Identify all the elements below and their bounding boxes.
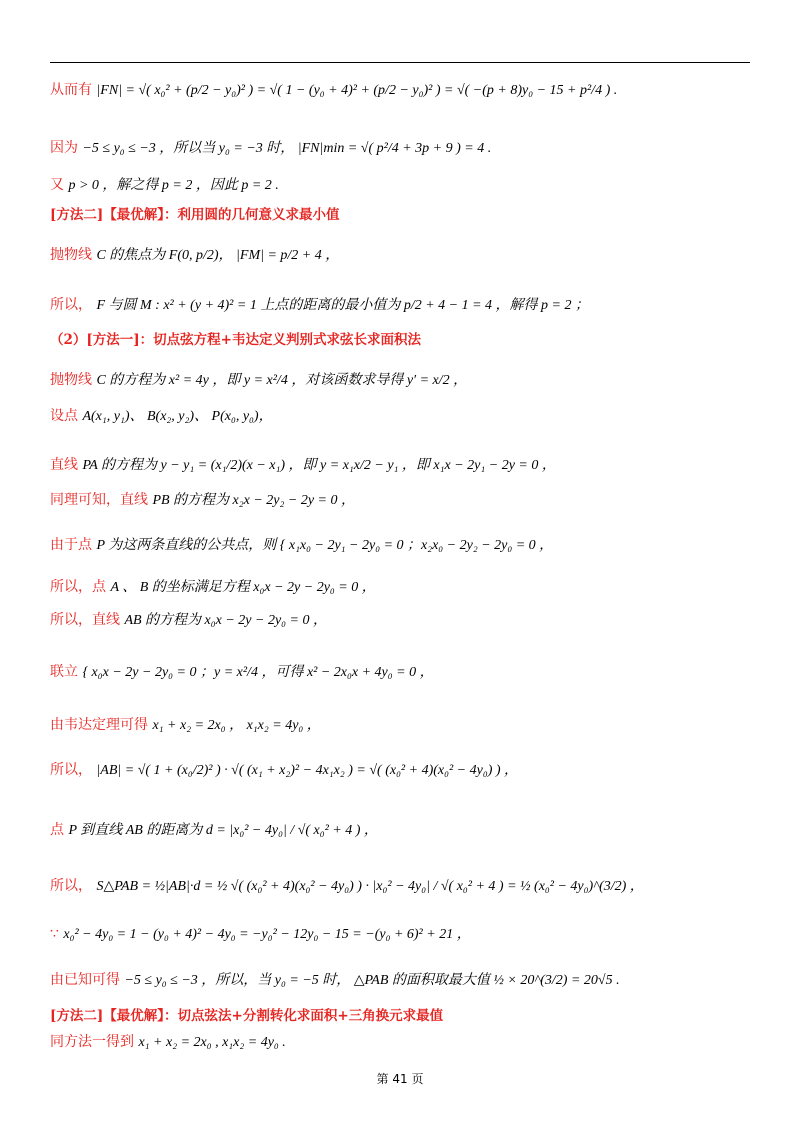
page-number: 第 41 页 xyxy=(376,1072,424,1086)
text-line-23 xyxy=(50,1032,750,1053)
formula: S△PAB = ½|AB|·d = ½ √( (x₀² + 4)(x₀² − 4y₀) ) · |x₀² − 4y₀| / √( x₀² + 4 ) = ½ (x₀² − 4y₀)^(3/2) ， xyxy=(96,879,644,894)
formula: x₀² − 4y₀ = 1 − (y₀ + 4)² − 4y₀ = −y₀² − 12y₀ − 15 = −(y₀ + 6)² + 21 ， xyxy=(63,927,471,942)
formula: A(x₁, y₁)、 B(x₂, y₂)、 P(x₀, y₀)， xyxy=(82,409,273,424)
text-line-16 xyxy=(50,715,750,736)
formula: x₁ + x₂ = 2x₀ ， x₁x₂ = 4y₀ ， xyxy=(152,718,321,733)
text-lead: 由于点 xyxy=(50,537,92,553)
text-lead: 同理可知，直线 xyxy=(50,492,148,508)
text-line-14 xyxy=(50,610,750,631)
text-lead: 因为 xyxy=(50,140,78,156)
text-line-18 xyxy=(50,820,750,841)
text-lead: 所以， xyxy=(50,762,92,778)
text-lead: 所以， xyxy=(50,878,92,894)
formula: −5 ≤ y₀ ≤ −3 ，所以当 y₀ = −3 时， |FN|min = √( p²/4 + 3p + 9 ) = 4 . xyxy=(82,141,492,156)
text-line-15 xyxy=(50,662,750,683)
formula: F 与圆 M : x² + (y + 4)² = 1 上点的距离的最小值为 p/2 + 4 − 1 = 4 ，解得 p = 2 ； xyxy=(96,298,589,313)
text-lead: 所以，点 xyxy=(50,579,106,595)
heading-text: （2）[方法一]：切点弦方程+韦达定义判别式求弦长求面积法 xyxy=(50,332,421,348)
formula: P 为这两条直线的公共点，则 { x₁x₀ − 2y₁ − 2y₀ = 0 ；x₂x₀ − 2y₂ − 2y₀ = 0 ， xyxy=(96,538,554,553)
text-lead: 所以，直线 xyxy=(50,612,120,628)
formula: A 、 B 的坐标满足方程 x₀x − 2y − 2y₀ = 0 ， xyxy=(110,580,376,595)
formula: x₁ + x₂ = 2x₀ , x₁x₂ = 4y₀ . xyxy=(138,1035,286,1050)
text-lead: 直线 xyxy=(50,457,78,473)
text-line-11 xyxy=(50,490,750,511)
text-lead: 设点 xyxy=(50,408,78,424)
text-lead: 抛物线 xyxy=(50,247,92,263)
formula: |AB| = √( 1 + (x₀/2)² ) · √( (x₁ + x₂)² − 4x₁x₂ ) = √( (x₀² + 4)(x₀² − 4y₀) ) ， xyxy=(96,763,519,778)
text-line-10 xyxy=(50,455,750,476)
text-line-17 xyxy=(50,760,750,781)
text-line-12 xyxy=(50,535,750,556)
section-heading-method-2b xyxy=(50,1006,750,1026)
formula: PB 的方程为 x₂x − 2y₂ − 2y = 0 ， xyxy=(152,493,355,508)
text-line-2 xyxy=(50,138,750,159)
text-lead: 抛物线 xyxy=(50,372,92,388)
section-heading-method-2 xyxy=(50,205,750,225)
formula: { x₀x − 2y − 2y₀ = 0 ；y = x²/4 ，可得 x² − 2x₀x + 4y₀ = 0 ， xyxy=(82,665,434,680)
heading-text: [方法二]【最优解】：利用圆的几何意义求最小值 xyxy=(50,207,340,223)
heading-text: [方法二]【最优解】：切点弦法+分割转化求面积+三角换元求最值 xyxy=(50,1008,444,1024)
section-heading-part-2 xyxy=(50,330,750,350)
text-lead: ∵ xyxy=(50,926,59,942)
text-lead: 由已知可得 xyxy=(50,972,120,988)
text-lead: 联立 xyxy=(50,664,78,680)
text-lead: 所以， xyxy=(50,297,92,313)
text-line-21 xyxy=(50,970,750,991)
formula: −5 ≤ y₀ ≤ −3 ，所以，当 y₀ = −5 时， △PAB 的面积取最大值 ½ × 20^(3/2) = 20√5 . xyxy=(124,973,620,988)
text-lead: 同方法一得到 xyxy=(50,1034,134,1050)
header-rule xyxy=(50,62,750,63)
formula: C 的方程为 x² = 4y ，即 y = x²/4 ，对该函数求导得 y′ = x/2 ， xyxy=(96,373,468,388)
text-line-9 xyxy=(50,406,750,427)
formula: AB 的方程为 x₀x − 2y − 2y₀ = 0 ， xyxy=(124,613,327,628)
text-line-5 xyxy=(50,245,750,266)
formula: PA 的方程为 y − y₁ = (x₁/2)(x − x₁) ，即 y = x₁x/2 − y₁ ，即 x₁x − 2y₁ − 2y = 0 ， xyxy=(82,458,556,473)
formula: P 到直线 AB 的距离为 d = |x₀² − 4y₀| / √( x₀² + 4 ) ， xyxy=(68,823,378,838)
formula: C 的焦点为 F(0, p/2)， |FM| = p/2 + 4 ， xyxy=(96,248,340,263)
formula: p > 0 ，解之得 p = 2 ，因此 p = 2 . xyxy=(68,178,279,193)
text-lead: 点 xyxy=(50,822,64,838)
text-lead: 又 xyxy=(50,177,64,193)
text-line-3 xyxy=(50,175,750,196)
text-line-13 xyxy=(50,577,750,598)
formula: |FN| = √( x₀² + (p/2 − y₀)² ) = √( 1 − (y₀ + 4)² + (p/2 − y₀)² ) = √( −(p + 8)y₀ − 15 + p²/4 ) . xyxy=(96,83,618,98)
text-lead: 由韦达定理可得 xyxy=(50,717,148,733)
text-lead: 从而有 xyxy=(50,82,92,98)
text-line-1 xyxy=(50,80,750,101)
text-line-6 xyxy=(50,295,750,316)
text-line-20 xyxy=(50,924,750,945)
text-line-19 xyxy=(50,876,750,897)
text-line-8 xyxy=(50,370,750,391)
